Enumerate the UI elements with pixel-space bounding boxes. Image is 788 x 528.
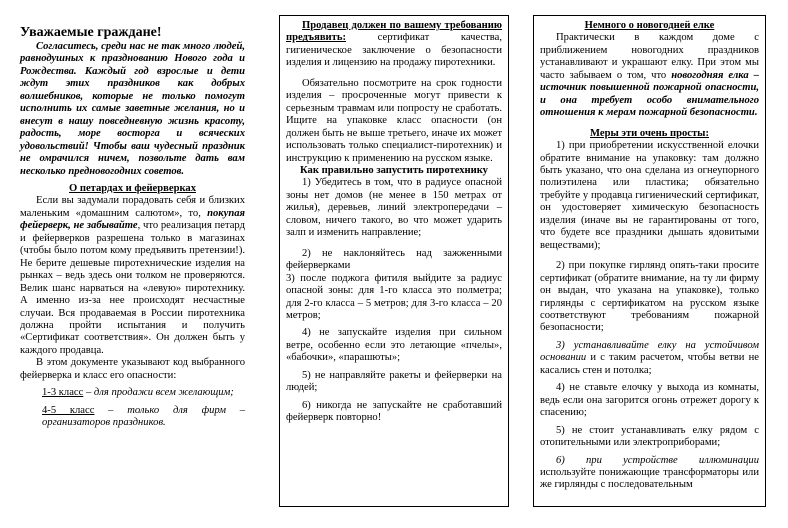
intro-paragraph: Согласитесь, среди нас не так много людей, равнодушных к празднованию Нового года и Рождества. Каждый год взрослые и дети ждут этих праздников как добрых волшебников, которые не только помогут исполнить их самые заветные желания, но и внесут в нашу повседневную жизнь красоту, радость, море восторга и всяческих удовольствий! Чтобы ваш чудесный праздник не омрачился ничем, позвольте дать вам несколько предновогодних советов. (20, 41, 245, 177)
tree-text-emph: новогодняя елка – источник повышенной пожарной опасности, и она требует особо внимательного отношения к мерам пожарной безопасности. (540, 69, 759, 119)
launch-item-3: 3) после поджога фитиля выйдите за радиус опасной зоны: для 1-го класса это полметра; для 2-го класса – 5 метров; для 3-го класса – 20 метров; (286, 272, 502, 321)
launch-item-2: 2) не наклоняйтесь над зажженными фейерверками (286, 247, 502, 272)
danger-class-paragraph: В этом документе указывают код выбранного фейерверка и класс его опасности: (20, 357, 245, 381)
column-seller-rules (279, 15, 509, 507)
seller-heading: Продавец должен по вашему требованию предъявить: (286, 20, 502, 44)
measure-item-2: 2) при покупке гирлянд опять-таки просите сертификат (обратите внимание, на ту ли фирму он выдан, что указана на упаковке), только гирлянды с сертификатом на русском языке соответствуют требованиям пожарной безопасности; (540, 260, 759, 334)
expiry-paragraph: Обязательно посмотрите на срок годности изделия – просроченные могут привести к серьезным травмам или попросту не сработать. Ищите на упаковке класс опасности (он должен быть не выше третьего, иначе их может использовать только специалист-пиротехник) и инструкцию к применению на русском языке. (286, 77, 502, 164)
greeting-title: Уважаемые граждане! (20, 25, 162, 40)
launch-heading: Как правильно запустить пиротехнику (300, 164, 488, 176)
measure-3-emph: 3) устанавливайте елку на устойчивом основании (540, 339, 759, 364)
danger-class-2 (20, 405, 245, 430)
class-2-label: 4-5 класс (42, 404, 95, 416)
measure-6-text: используйте понижающие трансформаторы или же гирлянды с последовательным (540, 466, 759, 491)
launch-item-1: 1) Убедитесь в том, что в радиусе опасной зоны нет домов (не менее в 150 метрах от жилья), деревьев, линий электропередачи – словом, ничего такого, во что может ударить залп и изменить направление; (286, 177, 502, 239)
launch-item-5: 5) не направляйте ракеты и фейерверки на людей; (286, 369, 502, 394)
column-christmas-tree (533, 15, 766, 507)
launch-item-6: 6) никогда не запускайте не сработавший фейерверк повторно! (286, 399, 502, 424)
fireworks-text-c: , что реализация петард и фейерверков разрешена только в магазинах (чтобы было потом кому предъявить претензии!). Не берите дешевые пиротехнические изделия на рынках – ведь здесь они толком не проверяются. Велик шанс нарваться на «левую» пиротехнику. А именно из-за нее происходят несчастные случаи. Вся продаваемая в России пиротехника должна пройти испытания и получить «Сертификат соответствия». Он должен быть у каждого продавца. (20, 220, 245, 356)
tree-text: Практически в каждом доме с приближением новогодних праздников устанавливают и украшают елку. При этом мы часто забываем о том, что (540, 32, 759, 81)
measure-item-5: 5) не стоит устанавливать елку рядом с отопительными или электроприборами; (540, 424, 759, 449)
measure-6-emph: 6) при устройстве иллюминации (556, 454, 759, 466)
measure-item-6 (540, 455, 759, 492)
fireworks-text-a: Если вы задумали порадовать себя и близких маленьким «домашним салютом», то, (20, 195, 245, 219)
fireworks-text-emph: покупая фейерверк, не забывайте (20, 207, 245, 232)
tree-heading: Немного о новогодней елке (584, 20, 715, 31)
measure-item-1: 1) при приобретении искусственной елочки обратите внимание на упаковку: там должно быть указано, что она сделана из огнеупорного полиэтилена или пластика; обязательно требуйте у продавца гигиенический сертификат, он удостоверяет химическую безопасность изделия (иначе вы не гарантированы от того, что будете все праздники дышать ядовитыми веществами); (540, 140, 759, 251)
class-1-label: 1-3 класс (42, 387, 84, 399)
class-1-text: – для продажи всем желающим; (83, 387, 234, 399)
danger-class-1 (20, 387, 245, 399)
column-intro (10, 15, 254, 507)
seller-paragraph (286, 20, 502, 70)
measure-item-3 (540, 340, 759, 377)
launch-item-4: 4) не запускайте изделия при сильном ветре, особенно если это летающие «пчелы», «бабочки», «парашюты»; (286, 327, 502, 364)
measures-heading: Меры эти очень просты: (590, 127, 709, 139)
fireworks-heading: О петардах и фейерверках (68, 182, 196, 194)
tree-paragraph (540, 32, 759, 119)
measure-3-text: и с таким расчетом, чтобы ветви не касались стен и потолка; (540, 352, 759, 376)
seller-text: сертификат качества, гигиеническое заключение о безопасности изделия и лицензию на продажу пиротехники. (286, 32, 502, 69)
class-2-text: – только для фирм – организаторов праздников. (42, 404, 246, 429)
fireworks-paragraph (20, 195, 245, 357)
measure-item-4: 4) не ставьте елочку у выхода из комнаты, ведь если она загорится огонь отрежет дорогу к спасению; (540, 382, 759, 419)
